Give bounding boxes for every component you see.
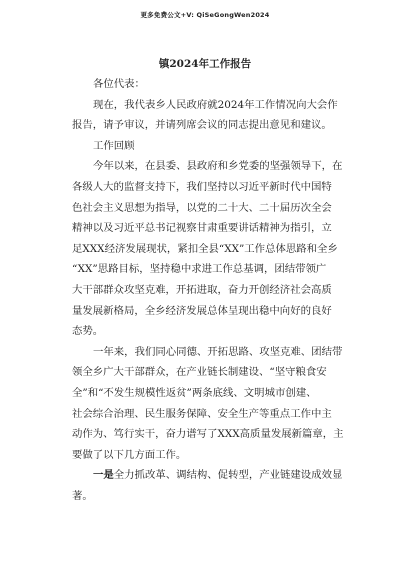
paragraph-line: 各级人大的监督支持下，我们坚持以习近平新时代中国特 (72, 180, 332, 193)
paragraph-line: 领全乡广大干部群众，在产业链长制建设、“坚守粮食安 (72, 366, 327, 379)
paragraph-line: 量发展新格局，全乡经济发展总体呈现出稳中向好的良好 (72, 304, 332, 317)
paragraph-line: 动作为、笃行实干，奋力谱写了XXX高质量发展新篇章，主 (72, 428, 344, 441)
document-title: 镇2024年工作报告 (158, 58, 252, 70)
paragraph-line: 今年以来，在县委、县政府和乡党委的坚强领导下，在 (93, 160, 343, 173)
item-text: 全力抓改革、调结构、促转型，产业链建设成效显 (113, 469, 343, 482)
paragraph-line: 态势。 (72, 325, 104, 338)
section-heading: 工作回顾 (93, 139, 135, 152)
paragraph-line: 一年来，我们同心同德、开拓思路、攻坚克难、团结带 (93, 345, 343, 358)
paragraph-line: 社会综合治理、民生服务保障、安全生产等重点工作中主 (72, 407, 332, 420)
paragraph-line: “XX”思路目标，坚持稳中求进工作总基调，团结带领广 (72, 263, 327, 276)
salutation: 各位代表： (93, 78, 145, 90)
paragraph-line: 足XXX经济发展现状，紧扣全县“XX”工作总体思路和全乡 (72, 242, 338, 255)
paragraph-line: 报告，请予审议，并请列席会议的同志提出意见和建议。 (72, 119, 332, 132)
paragraph-line: 大干部群众攻坚克难，开拓进取，奋力开创经济社会高质 (72, 283, 332, 296)
document-body (72, 74, 354, 506)
paragraph-line: 全”和“不发生规模性返贫”两条底线、文明城市创建、 (72, 386, 317, 399)
paragraph-line: 精神以及习近平总书记视察甘肃重要讲话精神为指引，立 (72, 222, 332, 235)
header-note: 更多免费公文+V: QiSeGongWen2024 (140, 11, 270, 19)
paragraph-line (72, 465, 354, 486)
item-lead: 一是 (93, 469, 114, 482)
paragraph-line: 要做了以下几方面工作。 (72, 448, 187, 461)
paragraph-line: 著。 (72, 489, 93, 502)
paragraph-line: 色社会主义思想为指导，以党的二十大、二十届历次全会 (72, 201, 332, 214)
paragraph-line: 现在，我代表乡人民政府就2024年工作情况向大会作 (93, 98, 338, 111)
